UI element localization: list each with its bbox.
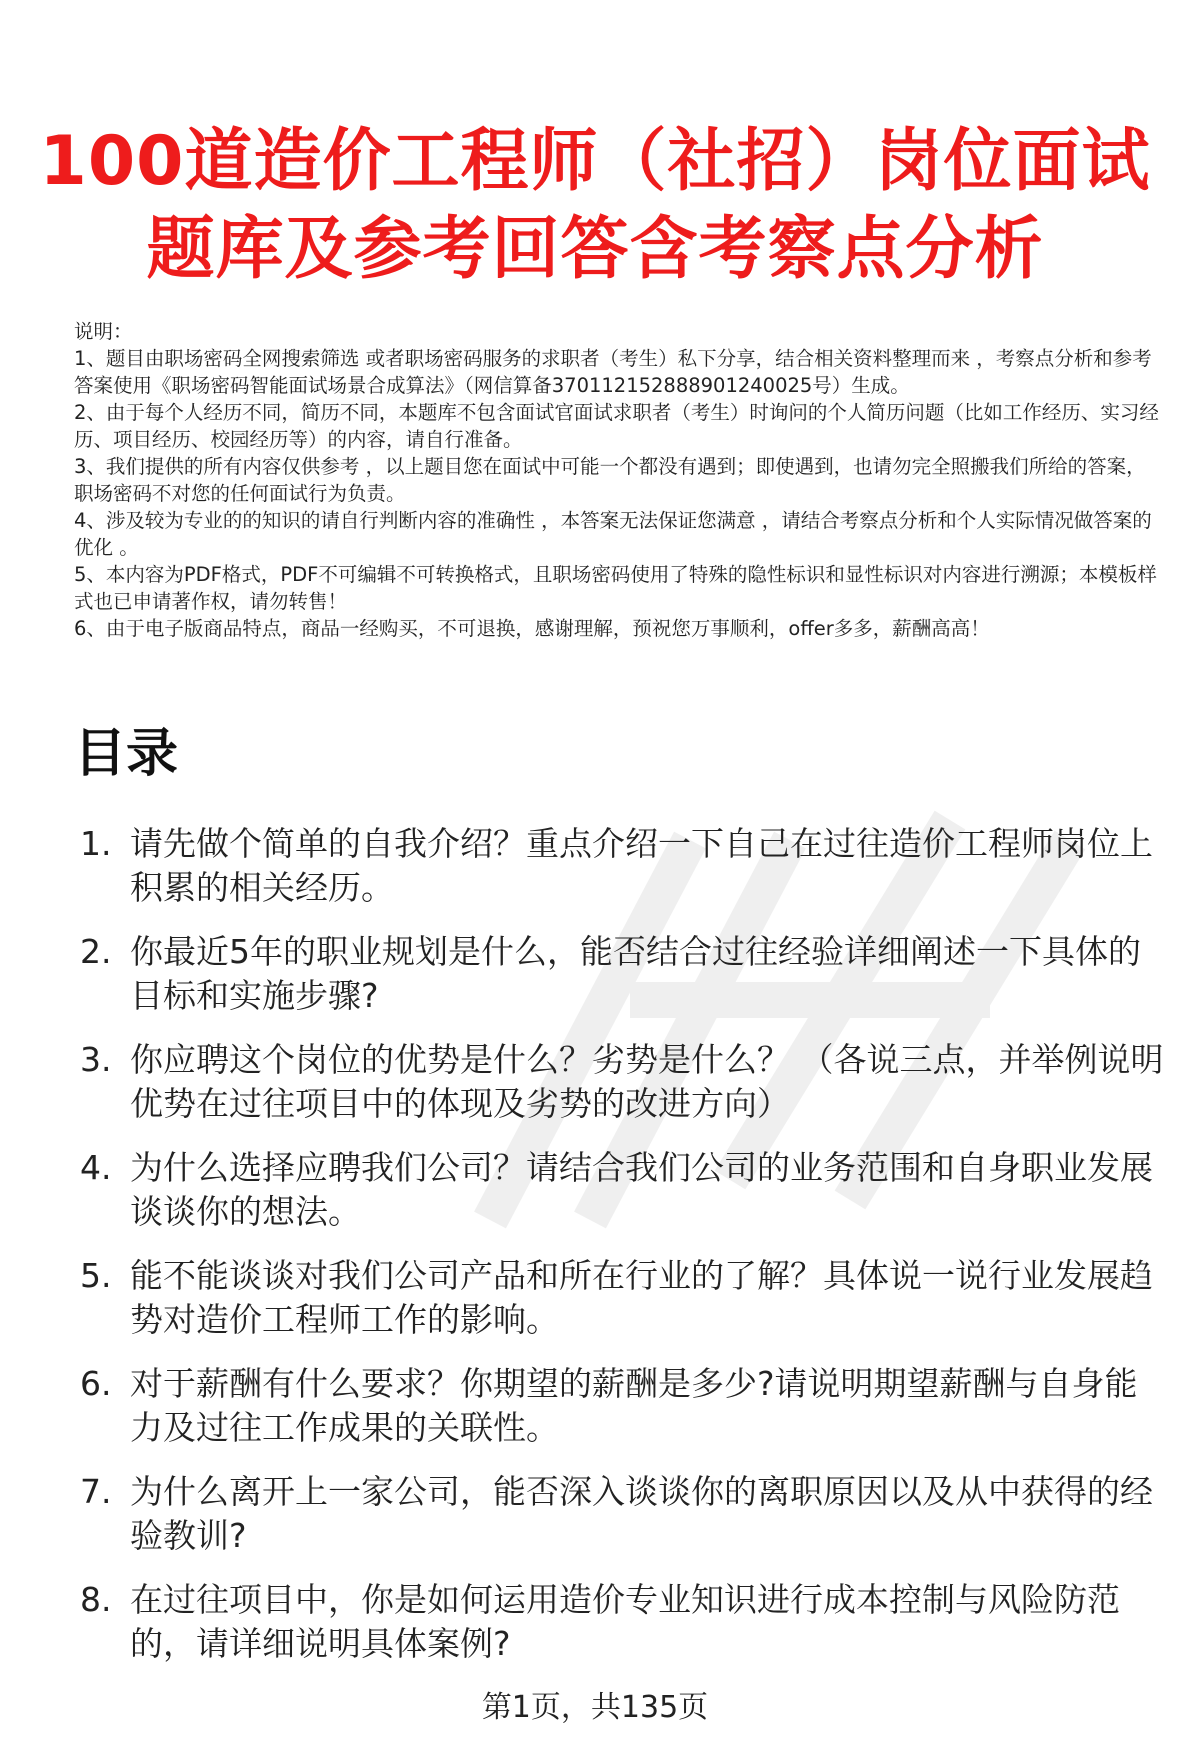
title-line-2: 题库及参考回答含考察点分析 — [146, 210, 1044, 289]
toc-item[interactable] — [74, 1254, 1169, 1354]
toc-item-text: 请先做个简单的自我介绍？重点介绍一下自己在过往造价工程师岗位上积累的相关经历。 — [130, 824, 1153, 907]
notes-heading: 说明： — [74, 320, 133, 343]
toc-item-text: 能不能谈谈对我们公司产品和所在行业的了解？具体说一说行业发展趋势对造价工程师工作的影响。 — [130, 1256, 1153, 1339]
toc-item-number: 6. — [80, 1364, 112, 1403]
toc-item[interactable] — [74, 822, 1169, 922]
toc-item-number: 4. — [80, 1148, 112, 1187]
toc-item-text: 在过往项目中，你是如何运用造价专业知识进行成本控制与风险防范的，请详细说明具体案例? — [130, 1580, 1120, 1663]
title-line-1: 100道造价工程师（社招）岗位面试 — [39, 122, 1151, 201]
toc-item-number: 7. — [80, 1472, 112, 1511]
toc-item-number: 5. — [80, 1256, 112, 1295]
toc-item-text: 为什么选择应聘我们公司？请结合我们公司的业务范围和自身职业发展谈谈你的想法。 — [130, 1148, 1153, 1231]
toc-item-number: 2. — [80, 932, 112, 971]
note-item: 2、由于每个人经历不同，简历不同，本题库不包含面试官面试求职者（考生）时询问的个人简历问题（比如工作经历、实习经历、项目经历、校园经历等）的内容，请自行准备。 — [74, 401, 1159, 451]
document-title — [0, 118, 1190, 294]
toc-item[interactable] — [74, 1362, 1169, 1462]
toc-item-text: 对于薪酬有什么要求？你期望的薪酬是多少?请说明期望薪酬与自身能力及过往工作成果的关联性。 — [130, 1364, 1138, 1447]
note-item: 1、题目由职场密码全网搜索筛选 或者职场密码服务的求职者（考生）私下分享，结合相关资料整理而来 ，考察点分析和参考答案使用《职场密码智能面试场景合成算法》（网信算备370112152888901240025号）生成。 — [74, 347, 1152, 397]
toc-item[interactable] — [74, 1038, 1169, 1138]
toc-item-text: 为什么离开上一家公司，能否深入谈谈你的离职原因以及从中获得的经验教训? — [130, 1472, 1153, 1555]
toc-item-number: 1. — [80, 824, 112, 863]
toc-item-number: 8. — [80, 1580, 112, 1619]
note-item: 4、涉及较为专业的的知识的请自行判断内容的准确性 ，本答案无法保证您满意 ，请结合考察点分析和个人实际情况做答案的优化 。 — [74, 509, 1152, 559]
toc-item-text: 你应聘这个岗位的优势是什么？劣势是什么？ （各说三点，并举例说明优势在过往项目中的体现及劣势的改进方向） — [130, 1040, 1164, 1123]
toc-list — [74, 822, 1169, 1686]
toc-item-text: 你最近5年的职业规划是什么，能否结合过往经验详细阐述一下具体的目标和实施步骤? — [130, 932, 1141, 1015]
note-item: 5、本内容为PDF格式，PDF不可编辑不可转换格式，且职场密码使用了特殊的隐性标识和显性标识对内容进行溯源；本模板样式也已申请著作权，请勿转售！ — [74, 563, 1157, 613]
toc-item[interactable] — [74, 1578, 1169, 1678]
note-item: 6、由于电子版商品特点，商品一经购买，不可退换，感谢理解，预祝您万事顺利，offer多多，薪酬高高！ — [74, 617, 990, 640]
page-number-footer: 第1页，共135页 — [481, 1690, 709, 1725]
toc-heading: 目录 — [74, 724, 179, 784]
toc-item[interactable] — [74, 1470, 1169, 1570]
toc-item-number: 3. — [80, 1040, 112, 1079]
notes-section — [74, 318, 1164, 642]
toc-item[interactable] — [74, 1146, 1169, 1246]
toc-item[interactable] — [74, 930, 1169, 1030]
note-item: 3、我们提供的所有内容仅供参考 ，以上题目您在面试中可能一个都没有遇到；即使遇到，也请勿完全照搬我们所给的答案，职场密码不对您的任何面试行为负责。 — [74, 455, 1146, 505]
